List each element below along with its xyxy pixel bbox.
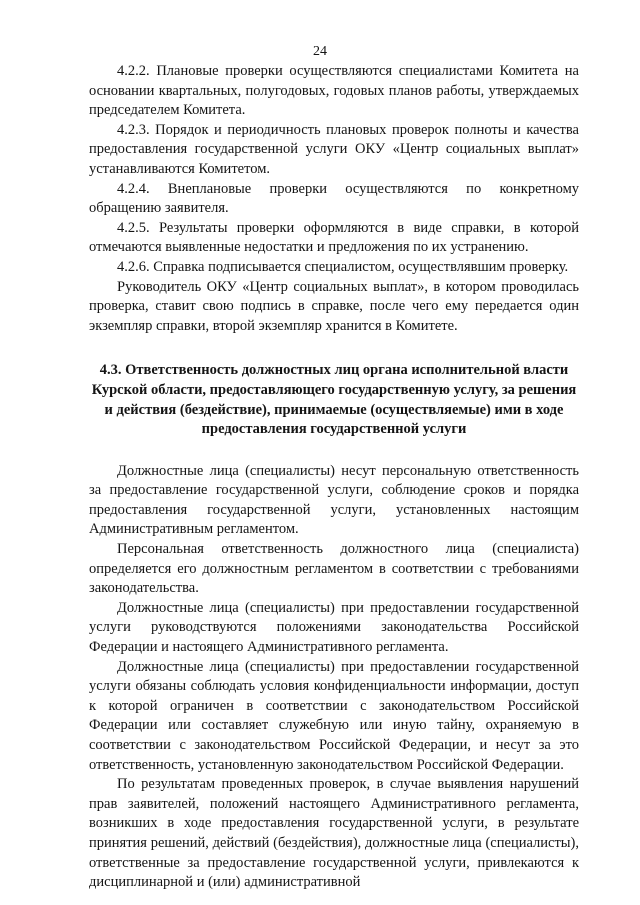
paragraph-4-2-2: 4.2.2. Плановые проверки осуществляются специалистами Комитета на основании квартальных, полугодовых, годовых планов работы, утверждаемых председателем Комитета. xyxy=(89,63,579,119)
document-body xyxy=(89,62,579,893)
paragraph-official-regulation: Персональная ответственность должностного лица (специалиста) определяется его должностным регламентом в соответствии с требованиями законодательства. xyxy=(89,541,579,597)
paragraph-personal-responsibility: Должностные лица (специалисты) несут персональную ответственность за предоставление государственной услуги, соблюдение сроков и порядка предоставления государственной услуги, установленных настоящим Административным регламентом. xyxy=(89,462,579,538)
paragraph-4-2-5: 4.2.5. Результаты проверки оформляются в виде справки, в которой отмечаются выявленные недостатки и предложения по их устранению. xyxy=(89,219,579,256)
page-number: 24 xyxy=(313,44,327,59)
paragraph-legislation-guidance: Должностные лица (специалисты) при предоставлении государственной услуги руководствуются положениями законодательства Российской Федерации и настоящего Административного регламента. xyxy=(89,599,579,656)
paragraph-head-signature: Руководитель ОКУ «Центр социальных выплат», в котором проводилась проверка, ставит свою подпись в справке, после чего ему передается один экземпляр справки, второй экземпляр хранится в Комитете. xyxy=(89,278,579,334)
paragraph-4-2-3: 4.2.3. Порядок и периодичность плановых проверок полноты и качества предоставления государственной услуги ОКУ «Центр социальных выплат» устанавливаются Комитетом. xyxy=(89,121,579,177)
section-heading-4-3: 4.3. Ответственность должностных лиц органа исполнительной власти Курской области, предоставляющего государственную услугу, за решения и действия (бездействие), принимаемые (осуществляемые) ими в ходе предоставления государственной услуги xyxy=(91,362,577,438)
paragraph-4-2-4: 4.2.4. Внеплановые проверки осуществляются по конкретному обращению заявителя. xyxy=(89,180,579,217)
paragraph-confidentiality: Должностные лица (специалисты) при предоставлении государственной услуги обязаны соблюдать условия конфиденциальности информации, доступ к которой ограничен в соответствии с законодательством Российской Федерации или составляет служебную или иную тайну, охраняемую в соответствии с законодательством Российской Федерации, и несут за это ответственность, установленную законодательством Российской Федерации. xyxy=(89,658,579,773)
paragraph-4-2-6: 4.2.6. Справка подписывается специалистом, осуществлявшим проверку. xyxy=(117,258,569,275)
paragraph-inspection-results: По результатам проведенных проверок, в случае выявления нарушений прав заявителей, положений настоящего Административного регламента, возникших в ходе предоставления государственной услуги, в результате принятия решений, действий (бездействия), должностные лица (специалисты), ответственные за предоставление государственной услуги, привлекаются к дисциплинарной и (или) административной xyxy=(89,776,579,891)
